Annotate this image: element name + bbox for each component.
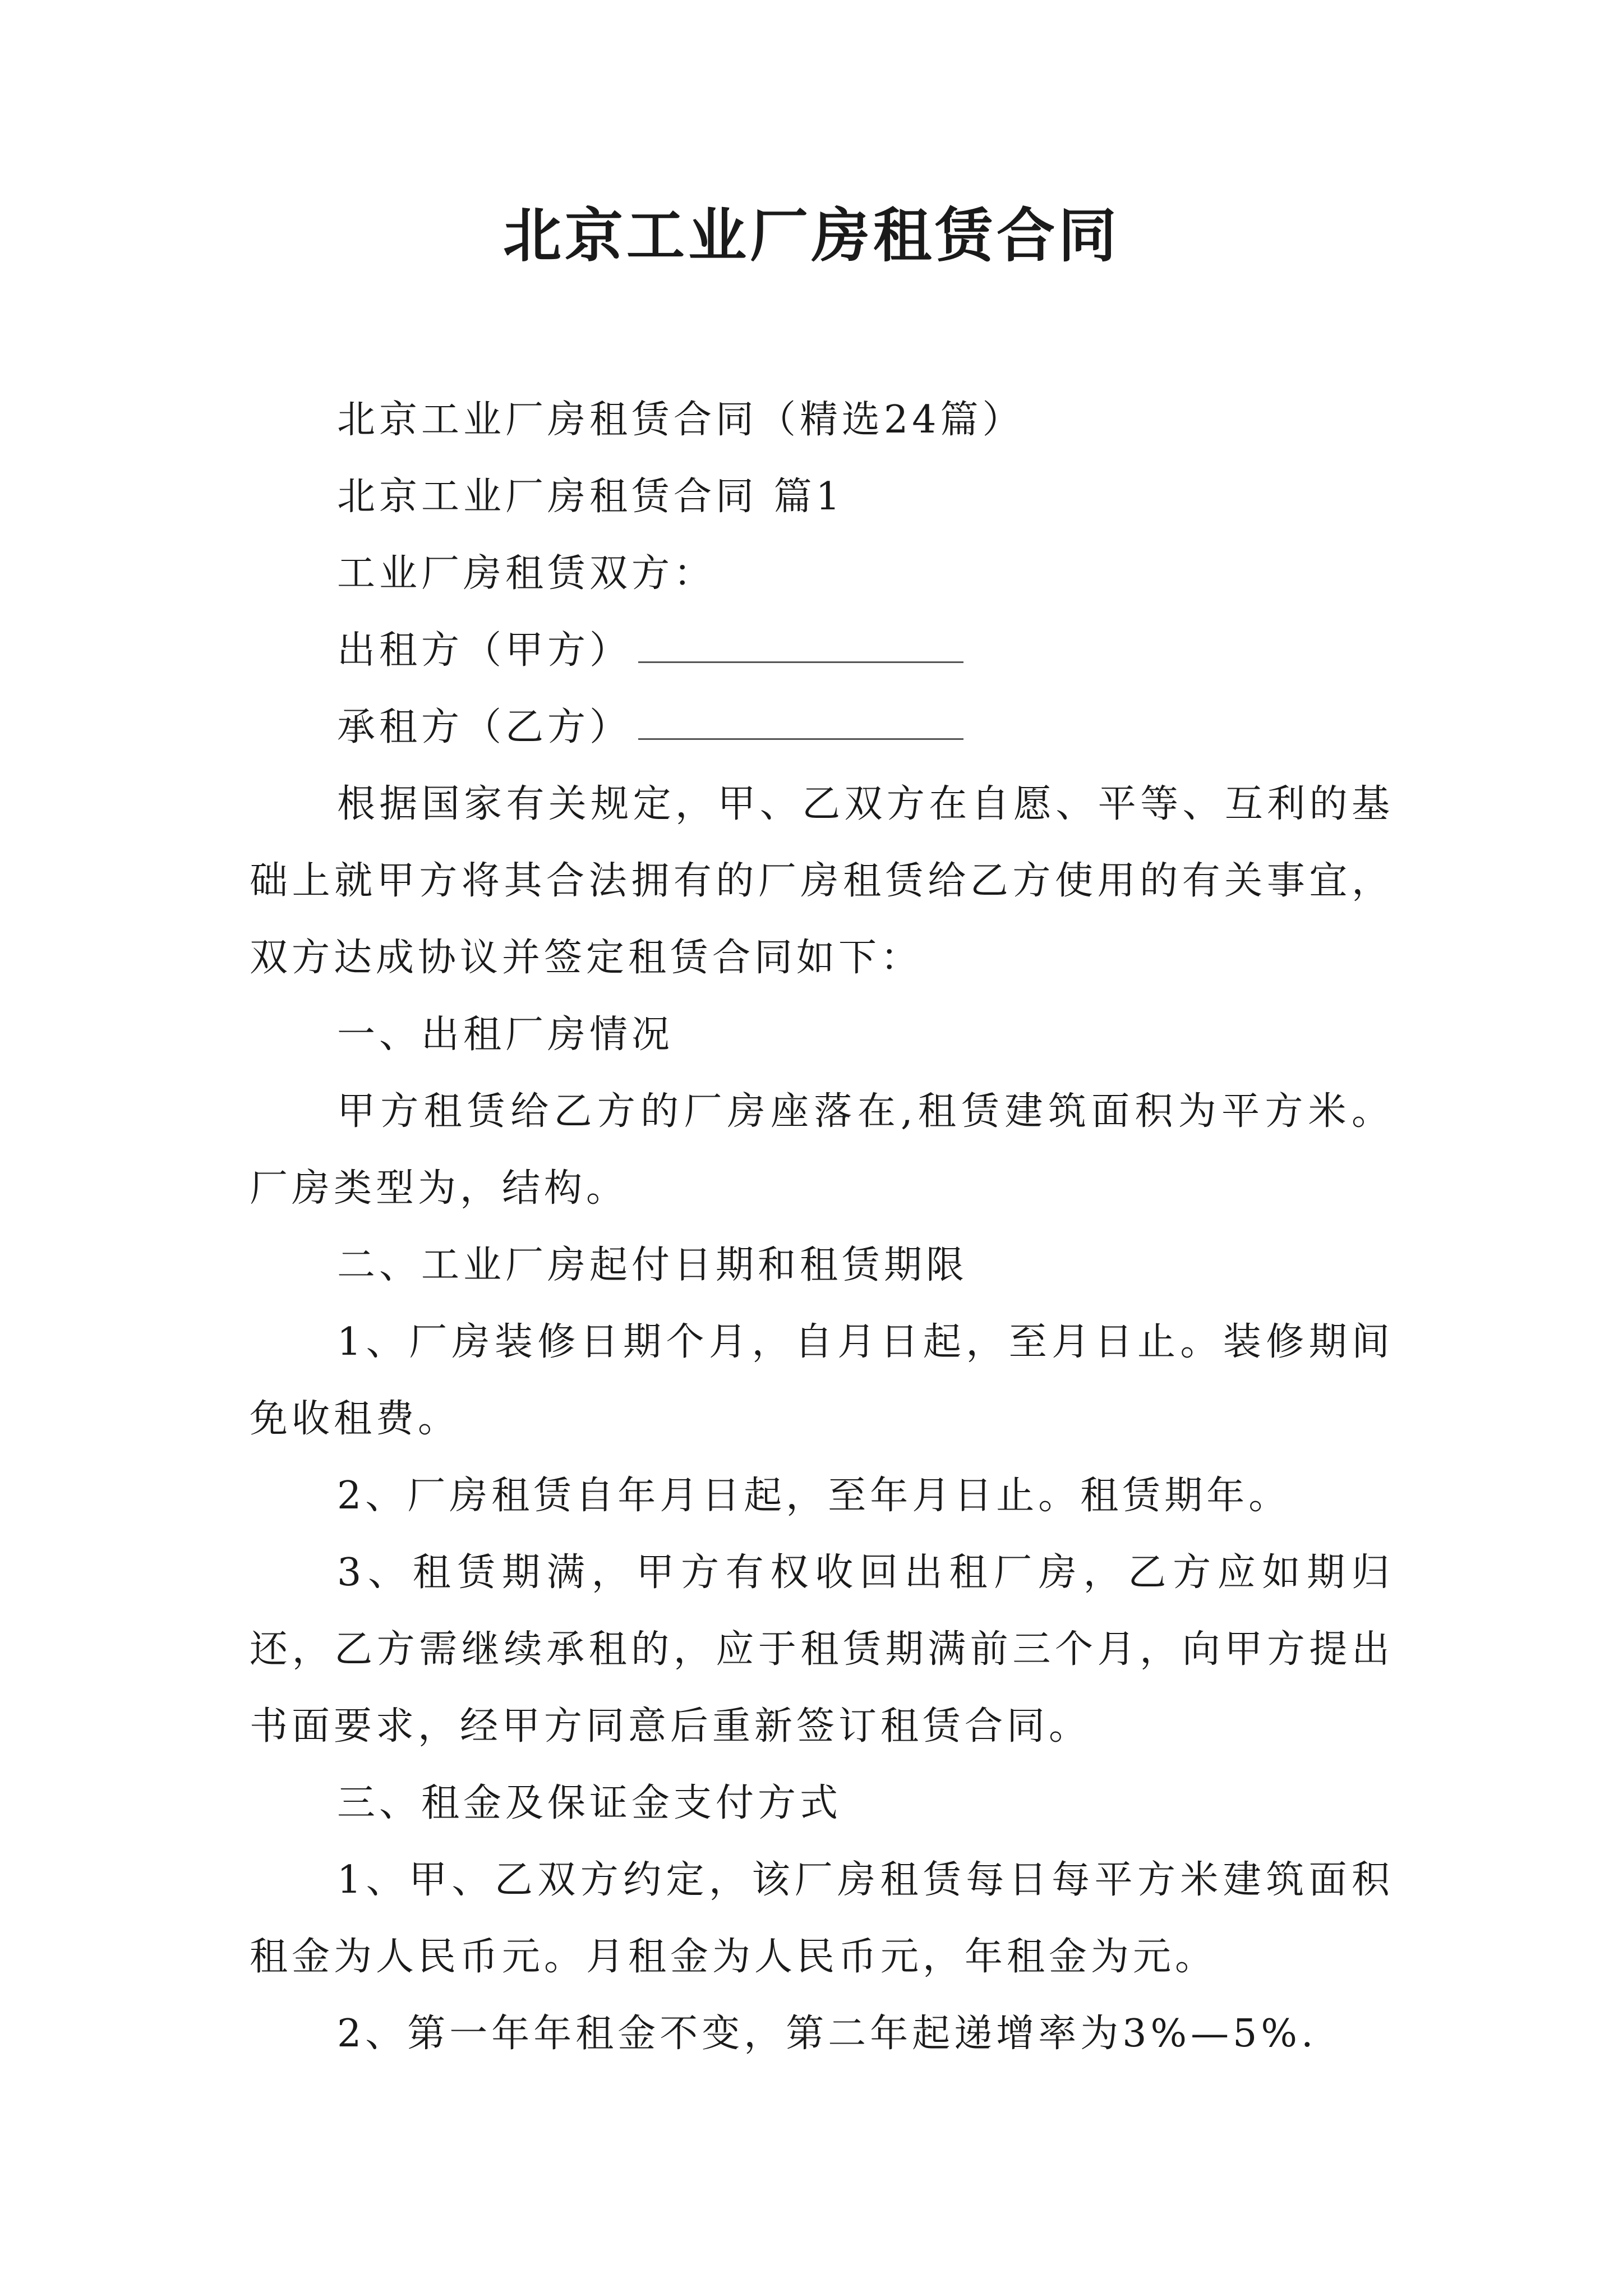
document-body (250, 381, 1394, 2072)
lessor-label: 出租方（甲方） (337, 628, 632, 673)
clause-3-2: 2、第一年年租金不变，第二年起递增率为3%—5%. (337, 2012, 1317, 2056)
paragraph-lessee (250, 689, 1394, 766)
clause-2-1: 1、厂房装修日期个月，自月日起，至月日止。装修期间免收租费。 (250, 1320, 1394, 1441)
paragraph-premises: 甲方租赁给乙方的厂房座落在,租赁建筑面积为平方米。厂房类型为，结构。 (250, 1089, 1394, 1211)
document-title: 北京工业厂房租赁合同 (502, 201, 1120, 270)
clause-3-1: 1、甲、乙双方约定，该厂房租赁每日每平方米建筑面积租金为人民币元。月租金为人民币元，年租金为元。 (250, 1858, 1394, 1979)
paragraph-collection-title: 北京工业厂房租赁合同（精选24篇） (337, 398, 1025, 442)
lessee-blank-line (638, 738, 963, 740)
lessor-blank-line (638, 661, 963, 663)
section-heading-3: 三、租金及保证金支付方式 (337, 1781, 842, 1825)
lessee-label: 承租方（乙方） (337, 705, 632, 749)
section-heading-2: 二、工业厂房起付日期和租赁期限 (337, 1243, 969, 1287)
section-heading-1: 一、出租厂房情况 (337, 1013, 674, 1057)
clause-2-2: 2、厂房租赁自年月日起，至年月日止。租赁期年。 (337, 1474, 1291, 1518)
paragraph-chapter-heading: 北京工业厂房租赁合同 篇1 (337, 475, 844, 519)
paragraph-preamble: 根据国家有关规定，甲、乙双方在自愿、平等、互利的基础上就甲方将其合法拥有的厂房租赁给乙方使用的有关事宜，双方达成协议并签定租赁合同如下： (250, 782, 1394, 980)
paragraph-lessor (250, 612, 1394, 689)
paragraph-parties-label: 工业厂房租赁双方： (337, 551, 716, 596)
clause-2-3: 3、租赁期满，甲方有权收回出租厂房，乙方应如期归还，乙方需继续承租的，应于租赁期满前三个月，向甲方提出书面要求，经甲方同意后重新签订租赁合同。 (250, 1550, 1394, 1749)
